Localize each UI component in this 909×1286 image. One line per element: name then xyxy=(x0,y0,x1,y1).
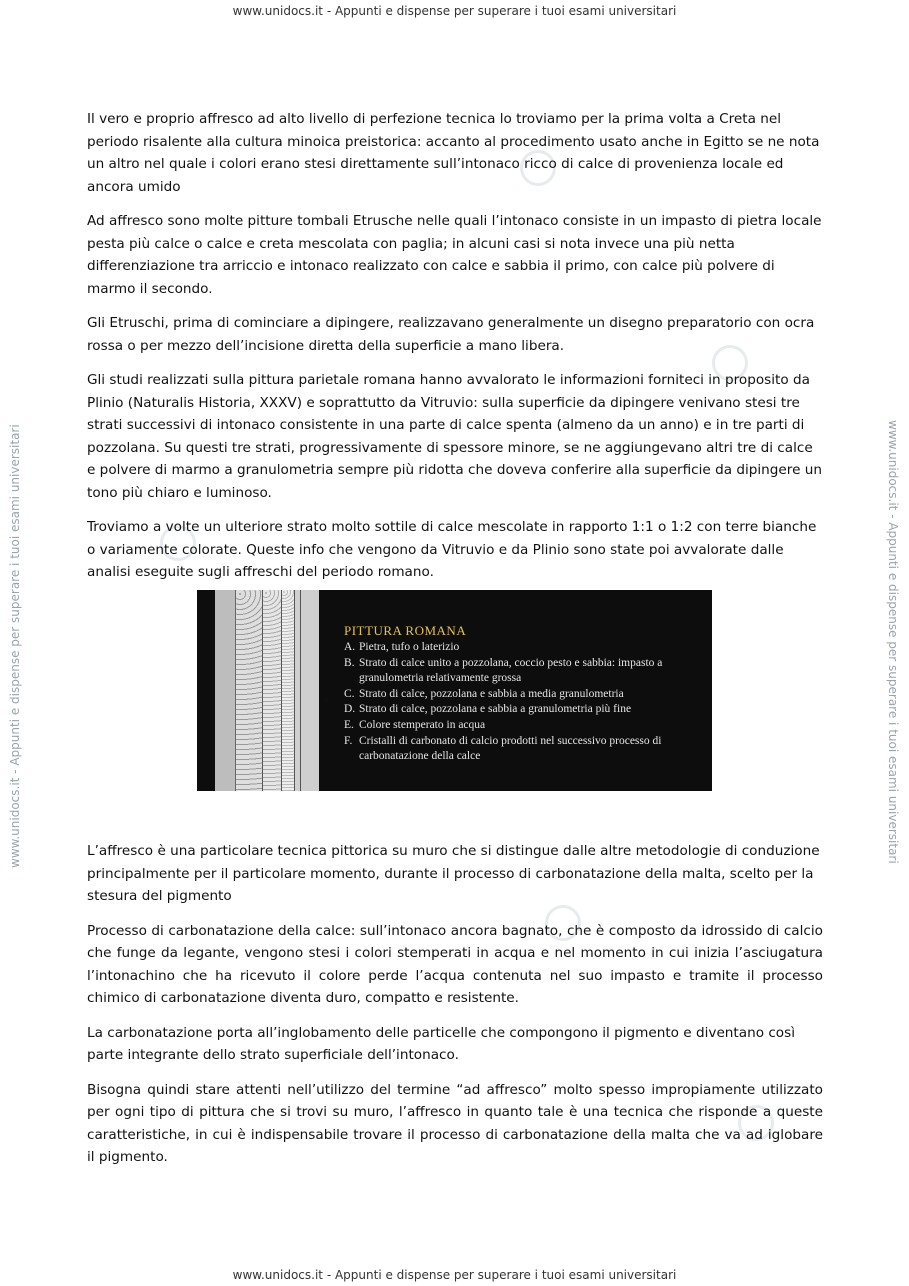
legend-letter: F. xyxy=(344,734,353,747)
legend-letter: B. xyxy=(344,656,355,669)
strata-letter: D xyxy=(324,720,330,727)
paragraph: Gli Etruschi, prima di cominciare a dipingere, realizzavano generalmente un disegno preparatorio con ocra rossa o per mezzo dell’incisione diretta della superficie a mano libera. xyxy=(87,315,815,354)
paragraph: Bisogna quindi stare attenti nell’utilizzo del termine “ad affresco” molto spesso impropiamente utilizzato per ogni tipo di pittura che si trovi su muro, l’affresco in quanto tale è una tecnica che risponde a queste caratteristiche, in cui è indispensabile trovare il processo di carbonatazione della malta che va ad iglobare il pigmento. xyxy=(87,1081,823,1165)
strata-letter: A xyxy=(324,687,329,694)
side-watermark-left: www.unidocs.it - Appunti e dispense per superare i tuoi esami universitari xyxy=(8,424,22,868)
legend-letter: E. xyxy=(344,718,354,731)
legend-letter: D. xyxy=(344,703,356,716)
page-header: www.unidocs.it - Appunti e dispense per superare i tuoi esami universitari xyxy=(232,4,677,18)
legend-item xyxy=(344,640,704,656)
strata-letter: B xyxy=(324,698,329,705)
legend-item xyxy=(344,702,704,718)
pittura-romana-figure xyxy=(197,590,712,791)
side-watermark-right: www.unidocs.it - Appunti e dispense per superare i tuoi esami universitari xyxy=(886,420,900,864)
legend-text: Cristalli di carbonato di calcio prodotti nel successivo processo di carbonatazione della calce xyxy=(359,734,662,763)
strata-letter: C xyxy=(324,709,330,716)
paragraph: La carbonatazione porta all’inglobamento delle particelle che compongono il pigmento e diventano così parte integrante dello strato superficiale dell’intonaco. xyxy=(87,1024,795,1063)
legend-item xyxy=(344,718,704,734)
legend-item xyxy=(344,687,704,703)
legend-letter: A. xyxy=(344,641,356,653)
figure-title: PITTURA ROMANA xyxy=(344,623,467,638)
strata-letter: F xyxy=(324,742,329,749)
legend-text: Colore stemperato in acqua xyxy=(359,718,486,731)
wall-strata-drawing xyxy=(215,590,330,791)
strata-letter: E xyxy=(324,731,329,738)
strata-letters xyxy=(324,687,329,753)
legend-item xyxy=(344,656,704,687)
legend-item xyxy=(344,734,704,765)
paragraph: Processo di carbonatazione della calce: sull’intonaco ancora bagnato, che è composto da idrossido di calcio che funge da legante, vengono stesi i colori stemperati in acqua e nel momento in cui inizia l’asciugatura l’intonachino che ha ricevuto il colore perde l’acqua contenuta nel suo impasto e tramite il processo chimico di carbonatazione diventa duro, compatto e resistente. xyxy=(87,922,823,1006)
figure-legend xyxy=(344,640,704,765)
paragraph: L’affresco è una particolare tecnica pittorica su muro che si distingue dalle altre metodologie di conduzione principalmente per il particolare momento, durante il processo di carbonatazione della malta, scelto per la stesura del pigmento xyxy=(87,843,820,904)
document-body xyxy=(87,108,823,596)
paragraph: Gli studi realizzati sulla pittura parietale romana hanno avvalorato le informazioni forniteci in proposito da Plinio (Naturalis Historia, XXXV) e soprattutto da Vitruvio: sulla superficie da dipingere venivano stesi tre strati successivi di intonaco consistente in una parte di calce spenta (almeno da un anno) e in tre parti di pozzolana. Su questi tre strati, progressivamente di spessore minore, se ne aggiungevano altri tre di calce e polvere di marmo a granulometria sempre più ridotta che doveva conferire alla superficie da dipingere un tono più chiaro e luminoso. xyxy=(87,372,822,501)
paragraph: Troviamo a volte un ulteriore strato molto sottile di calce mescolate in rapporto 1:1 o 1:2 con terre bianche o variamente colorate. Queste info che vengono da Vitruvio e da Plinio sono state poi avvalorate dalle analisi eseguite sugli affreschi del periodo romano. xyxy=(87,519,817,580)
legend-letter: C. xyxy=(344,687,355,700)
legend-text: Strato di calce unito a pozzolana, coccio pesto e sabbia: impasto a granulometria relativamente grossa xyxy=(359,656,663,685)
legend-text: Strato di calce, pozzolana e sabbia a granulometria più fine xyxy=(359,703,632,716)
paragraph: Il vero e proprio affresco ad alto livello di perfezione tecnica lo troviamo per la prima volta a Creta nel periodo risalente alla cultura minoica preistorica: accanto al procedimento usato anche in Egitto se ne nota un altro nel quale i colori erano stesi direttamente sull’intonaco ricco di calce di provenienza locale ed ancora umido xyxy=(87,111,820,195)
document-body-continued xyxy=(87,840,823,1181)
legend-text: Pietra, tufo o laterizio xyxy=(359,641,460,653)
legend-text: Strato di calce, pozzolana e sabbia a media granulometria xyxy=(359,687,624,700)
paragraph: Ad affresco sono molte pitture tombali Etrusche nelle quali l’intonaco consiste in un impasto di pietra locale pesta più calce o calce e creta mescolata con paglia; in alcuni casi si nota invece una più netta differenziazione tra arriccio e intonaco realizzato con calce e sabbia il primo, con calce più polvere di marmo il secondo. xyxy=(87,213,822,297)
page-footer: www.unidocs.it - Appunti e dispense per superare i tuoi esami universitari xyxy=(232,1268,677,1282)
